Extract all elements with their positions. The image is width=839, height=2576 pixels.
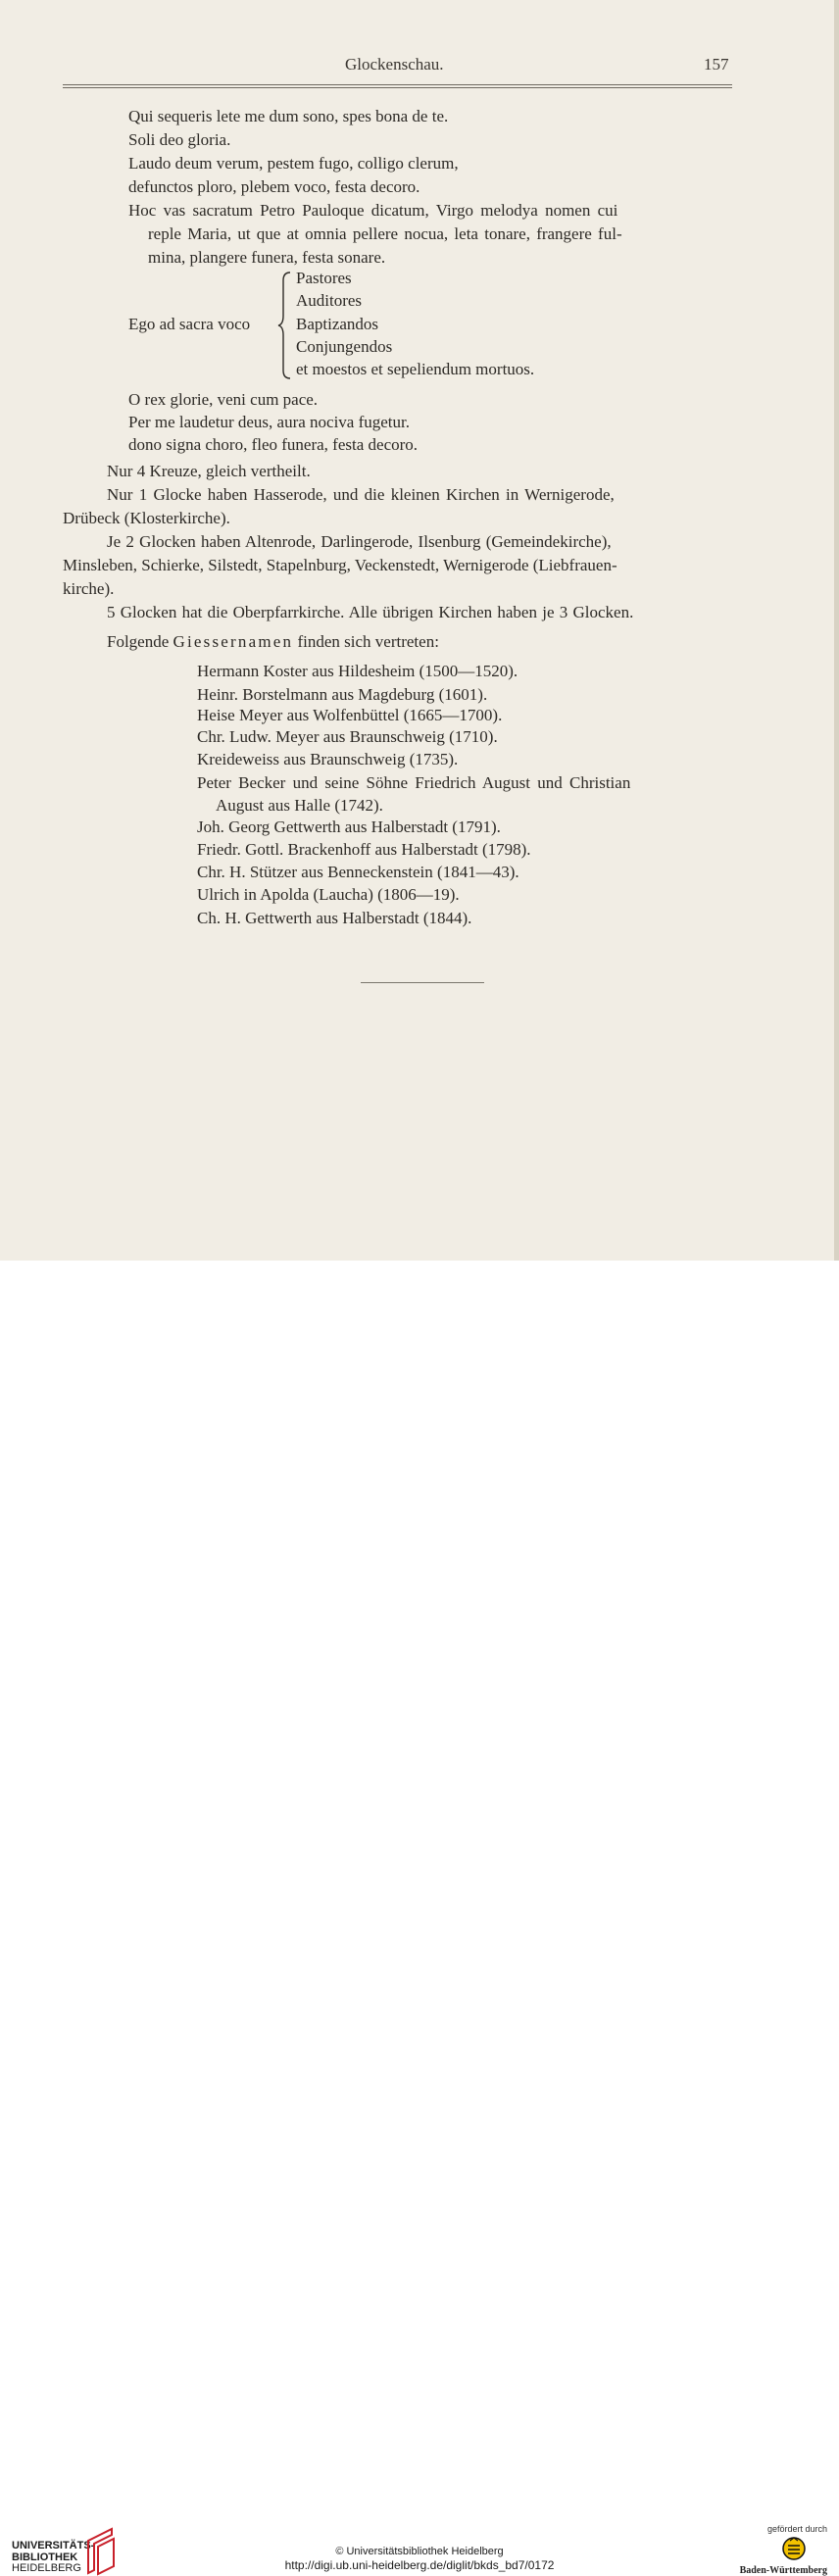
founder-1: Hermann Koster aus Hildesheim (1500—1520). — [197, 662, 518, 680]
founder-6: Peter Becker und seine Söhne Friedrich August und Christian — [197, 773, 631, 792]
copyright-notice: © Universitätsbibliothek Heidelberg — [335, 2546, 504, 2557]
founder-6-cont: August aus Halle (1742). — [216, 796, 383, 815]
brace-item-3: Baptizandos — [296, 315, 379, 333]
page-edge-shadow — [834, 0, 839, 1261]
curly-brace — [276, 271, 294, 380]
header-rule-top — [63, 84, 732, 85]
inscription-line-2: Soli deo gloria. — [128, 130, 231, 149]
brace-item-4: Conjungendos — [296, 337, 393, 356]
running-title: Glockenschau. — [345, 55, 444, 74]
brace-lead: Ego ad sacra voco — [128, 315, 251, 333]
founders-intro — [107, 631, 439, 653]
paragraph-five-bells: 5 Glocken hat die Oberpfarrkirche. Alle übrigen Kirchen haben je 3 Glocken. — [107, 603, 634, 621]
inscription-line-5: Hoc vas sacratum Petro Pauloque dicatum, Virgo melodya nomen cui — [128, 201, 618, 220]
header-rule-bottom — [63, 87, 732, 88]
footer — [0, 1261, 839, 2576]
founders-intro-before: Folgende — [107, 632, 170, 651]
inscription-line-4: defunctos ploro, plebem voco, festa decoro. — [128, 177, 420, 196]
digilit-url-link[interactable]: http://digi.ub.uni-heidelberg.de/diglit/bkds_bd7/0172 — [284, 2558, 555, 2572]
founder-3: Heise Meyer aus Wolfenbüttel (1665—1700). — [197, 706, 503, 724]
closing-line-2: Per me laudetur deus, aura nociva fugetur. — [128, 413, 411, 431]
paragraph-one-bell-1: Nur 1 Glocke haben Hasserode, und die kleinen Kirchen in Wernigerode, — [107, 485, 615, 504]
closing-line-1: O rex glorie, veni cum pace. — [128, 390, 319, 409]
paragraph-one-bell-2: Drübeck (Klosterkirche). — [63, 509, 230, 527]
founders-intro-after: finden sich vertreten: — [297, 632, 439, 651]
founder-9: Chr. H. Stützer aus Benneckenstein (1841—43). — [197, 863, 519, 881]
founder-7: Joh. Georg Gettwerth aus Halberstadt (1791). — [197, 817, 501, 836]
brace-item-1: Pastores — [296, 269, 352, 287]
end-rule — [361, 982, 484, 983]
founders-intro-spaced: Giessernamen — [173, 632, 294, 651]
brace-item-2: Auditores — [296, 291, 363, 310]
founder-5: Kreideweiss aus Braunschweig (1735). — [197, 750, 459, 768]
paragraph-two-bells-3: kirche). — [63, 579, 115, 598]
scanned-page — [0, 0, 839, 1261]
baden-wuerttemberg-label: Baden-Württemberg — [739, 2565, 827, 2576]
paragraph-two-bells-1: Je 2 Glocken haben Altenrode, Darlingerode, Ilsenburg (Gemeindekirche), — [107, 532, 612, 551]
inscription-line-7: mina, plangere funera, festa sonare. — [148, 248, 386, 267]
inscription-line-3: Laudo deum verum, pestem fugo, colligo clerum, — [128, 154, 459, 173]
funded-by-label: gefördert durch — [766, 2524, 827, 2534]
founder-2: Heinr. Borstelmann aus Magdeburg (1601). — [197, 685, 488, 704]
bw-coat-of-arms-icon — [781, 2536, 807, 2561]
library-name-line-1: UNIVERSITÄTS- — [12, 2540, 95, 2551]
brace-item-5: et moestos et sepeliendum mortuos. — [296, 360, 535, 378]
founder-8: Friedr. Gottl. Brackenhoff aus Halberstadt (1798). — [197, 840, 531, 859]
inscription-line-1: Qui sequeris lete me dum sono, spes bona de te. — [128, 107, 449, 125]
founder-10: Ulrich in Apolda (Laucha) (1806—19). — [197, 885, 460, 904]
library-name-line-3: HEIDELBERG — [12, 2562, 81, 2574]
paragraph-crosses: Nur 4 Kreuze, gleich vertheilt. — [107, 462, 311, 480]
founder-4: Chr. Ludw. Meyer aus Braunschweig (1710). — [197, 727, 498, 746]
paragraph-two-bells-2: Minsleben, Schierke, Silstedt, Stapelnburg, Veckenstedt, Wernigerode (Liebfrauen- — [63, 556, 617, 574]
page-number: 157 — [704, 55, 729, 74]
closing-line-3: dono signa choro, fleo funera, festa decoro. — [128, 435, 419, 454]
inscription-line-6: reple Maria, ut que at omnia pellere nocua, leta tonare, frangere ful- — [148, 224, 622, 243]
library-name-line-2: BIBLIOTHEK — [12, 2551, 78, 2563]
founder-11: Ch. H. Gettwerth aus Halberstadt (1844). — [197, 909, 472, 927]
